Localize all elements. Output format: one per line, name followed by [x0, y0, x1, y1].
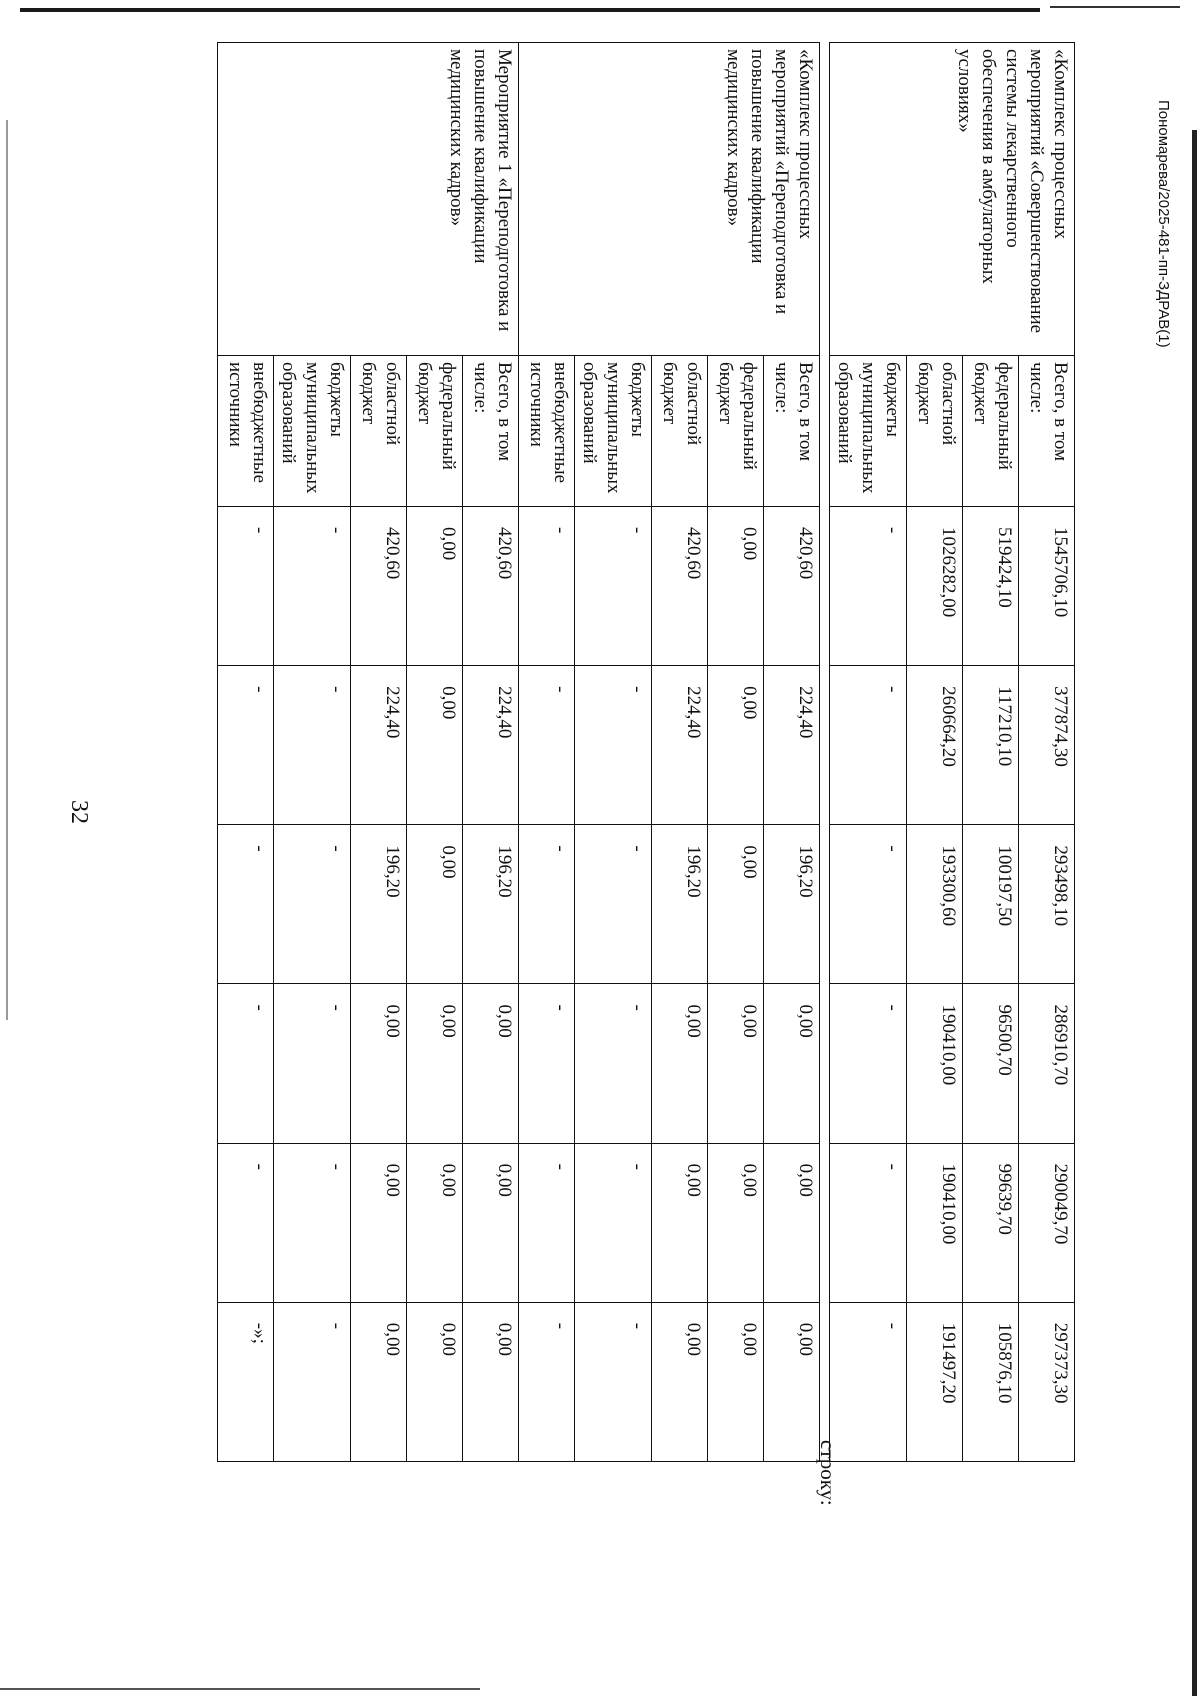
table-row [463, 43, 519, 1462]
amount-cell: 224,40 [351, 666, 407, 825]
amount-cell: 293498,10 [1019, 825, 1075, 984]
amount-cell: 0,00 [708, 507, 764, 666]
amount-cell: - [575, 1302, 652, 1461]
amount-cell: 0,00 [652, 984, 708, 1143]
amount-cell: - [218, 1143, 274, 1302]
amount-cell: 196,20 [351, 825, 407, 984]
amount-cell: 196,20 [463, 825, 519, 984]
funding-source-cell: бюджеты муниципальных образований [274, 356, 351, 507]
amount-cell: 0,00 [708, 825, 764, 984]
amount-cell: 190410,00 [907, 1143, 963, 1302]
activity-name-cell: «Комплекс процессных мероприятий «Совершенствование системы лекарственного обеспечения в амбулаторных условиях» [830, 43, 1075, 356]
amount-cell: 100197,50 [963, 825, 1019, 984]
amount-cell: 1545706,10 [1019, 507, 1075, 666]
scan-edge-bottom [0, 1688, 480, 1690]
amount-cell: - [274, 1302, 351, 1461]
amount-cell: 420,60 [764, 507, 820, 666]
amount-cell: - [575, 666, 652, 825]
footer-code: Пономарева/2025-481-пп-ЗДРАВ(1) [1155, 100, 1172, 348]
amount-cell: 420,60 [652, 507, 708, 666]
page-number: 32 [66, 800, 92, 824]
strok-label: строку: [816, 1440, 840, 1506]
amount-cell: 0,00 [351, 984, 407, 1143]
amount-cell: - [274, 1143, 351, 1302]
amount-cell: 0,00 [463, 1143, 519, 1302]
amount-cell: 0,00 [764, 984, 820, 1143]
activity-name-cell: «Комплекс процессных мероприятий «Переподготовка и повышение квалификации медицинских кадров» [519, 43, 820, 356]
amount-cell: 0,00 [652, 1143, 708, 1302]
funding-source-cell: областной бюджет [652, 356, 708, 507]
funding-source-cell: внебюджетные источники [519, 356, 575, 507]
amount-cell: 420,60 [463, 507, 519, 666]
scan-edge-top-right [1050, 6, 1180, 8]
amount-cell: - [218, 666, 274, 825]
amount-cell: 290049,70 [1019, 1143, 1075, 1302]
funding-source-cell: внебюджетные источники [218, 356, 274, 507]
amount-cell: 260664,20 [907, 666, 963, 825]
amount-cell: 0,00 [708, 666, 764, 825]
amount-cell: 0,00 [351, 1302, 407, 1461]
funding-source-cell: Всего, в том числе: [764, 356, 820, 507]
amount-cell: 0,00 [708, 984, 764, 1143]
funding-source-cell: Всего, в том числе: [463, 356, 519, 507]
funding-source-cell: бюджеты муниципальных образований [575, 356, 652, 507]
amount-cell: 0,00 [407, 507, 463, 666]
amount-cell: 0,00 [652, 1302, 708, 1461]
amount-cell: 196,20 [764, 825, 820, 984]
amount-cell: 420,60 [351, 507, 407, 666]
amount-cell: 519424,10 [963, 507, 1019, 666]
funding-table-a [217, 42, 820, 1462]
amount-cell: - [575, 984, 652, 1143]
amount-cell: 190410,00 [907, 984, 963, 1143]
amount-cell: 105876,10 [963, 1302, 1019, 1461]
amount-cell: - [519, 666, 575, 825]
scan-edge-top [20, 8, 1040, 12]
table-row [764, 43, 820, 1462]
amount-cell: - [274, 666, 351, 825]
amount-cell: - [519, 1143, 575, 1302]
funding-source-cell: федеральный бюджет [407, 356, 463, 507]
amount-cell: 1026282,00 [907, 507, 963, 666]
amount-cell: - [830, 507, 907, 666]
amount-cell: 224,40 [463, 666, 519, 825]
amount-cell: - [830, 1143, 907, 1302]
amount-cell: 286910,70 [1019, 984, 1075, 1143]
amount-cell: 0,00 [407, 1302, 463, 1461]
amount-cell: 99639,70 [963, 1143, 1019, 1302]
amount-cell: - [519, 507, 575, 666]
amount-cell: - [830, 825, 907, 984]
amount-cell: - [274, 825, 351, 984]
amount-cell: - [218, 507, 274, 666]
amount-cell: 0,00 [708, 1302, 764, 1461]
amount-cell: 0,00 [407, 825, 463, 984]
amount-cell: - [575, 1143, 652, 1302]
amount-cell: -»; [218, 1302, 274, 1461]
amount-cell: - [274, 984, 351, 1143]
table-row [1019, 43, 1075, 1462]
amount-cell: - [218, 825, 274, 984]
amount-cell: - [830, 984, 907, 1143]
amount-cell: 193300,60 [907, 825, 963, 984]
amount-cell: 0,00 [764, 1302, 820, 1461]
amount-cell: 0,00 [708, 1143, 764, 1302]
amount-cell: 0,00 [463, 984, 519, 1143]
amount-cell: 224,40 [764, 666, 820, 825]
amount-cell: - [519, 984, 575, 1143]
amount-cell: 0,00 [407, 984, 463, 1143]
funding-source-cell: областной бюджет [351, 356, 407, 507]
activity-name-cell: Мероприятие 1 «Переподготовка и повышение квалификации медицинских кадров» [218, 43, 519, 356]
amount-cell: 0,00 [407, 666, 463, 825]
amount-cell: - [830, 1302, 907, 1461]
amount-cell: - [575, 825, 652, 984]
funding-source-cell: федеральный бюджет [708, 356, 764, 507]
amount-cell: 0,00 [407, 1143, 463, 1302]
amount-cell: - [830, 666, 907, 825]
amount-cell: 377874,30 [1019, 666, 1075, 825]
amount-cell: 0,00 [351, 1143, 407, 1302]
amount-cell: - [519, 1302, 575, 1461]
amount-cell: 224,40 [652, 666, 708, 825]
scan-edge-right [1192, 130, 1197, 1696]
amount-cell: 0,00 [764, 1143, 820, 1302]
amount-cell: 196,20 [652, 825, 708, 984]
funding-table-b [829, 42, 1075, 1462]
funding-source-cell: Всего, в том числе: [1019, 356, 1075, 507]
funding-source-cell: областной бюджет [907, 356, 963, 507]
scan-edge-left [6, 120, 8, 1020]
amount-cell: 0,00 [463, 1302, 519, 1461]
amount-cell: 191497,20 [907, 1302, 963, 1461]
amount-cell: 117210,10 [963, 666, 1019, 825]
funding-source-cell: федеральный бюджет [963, 356, 1019, 507]
amount-cell: - [274, 507, 351, 666]
amount-cell: 96500,70 [963, 984, 1019, 1143]
amount-cell: - [519, 825, 575, 984]
amount-cell: - [575, 507, 652, 666]
amount-cell: 297373,30 [1019, 1302, 1075, 1461]
funding-source-cell: бюджеты муниципальных образований [830, 356, 907, 507]
amount-cell: - [218, 984, 274, 1143]
